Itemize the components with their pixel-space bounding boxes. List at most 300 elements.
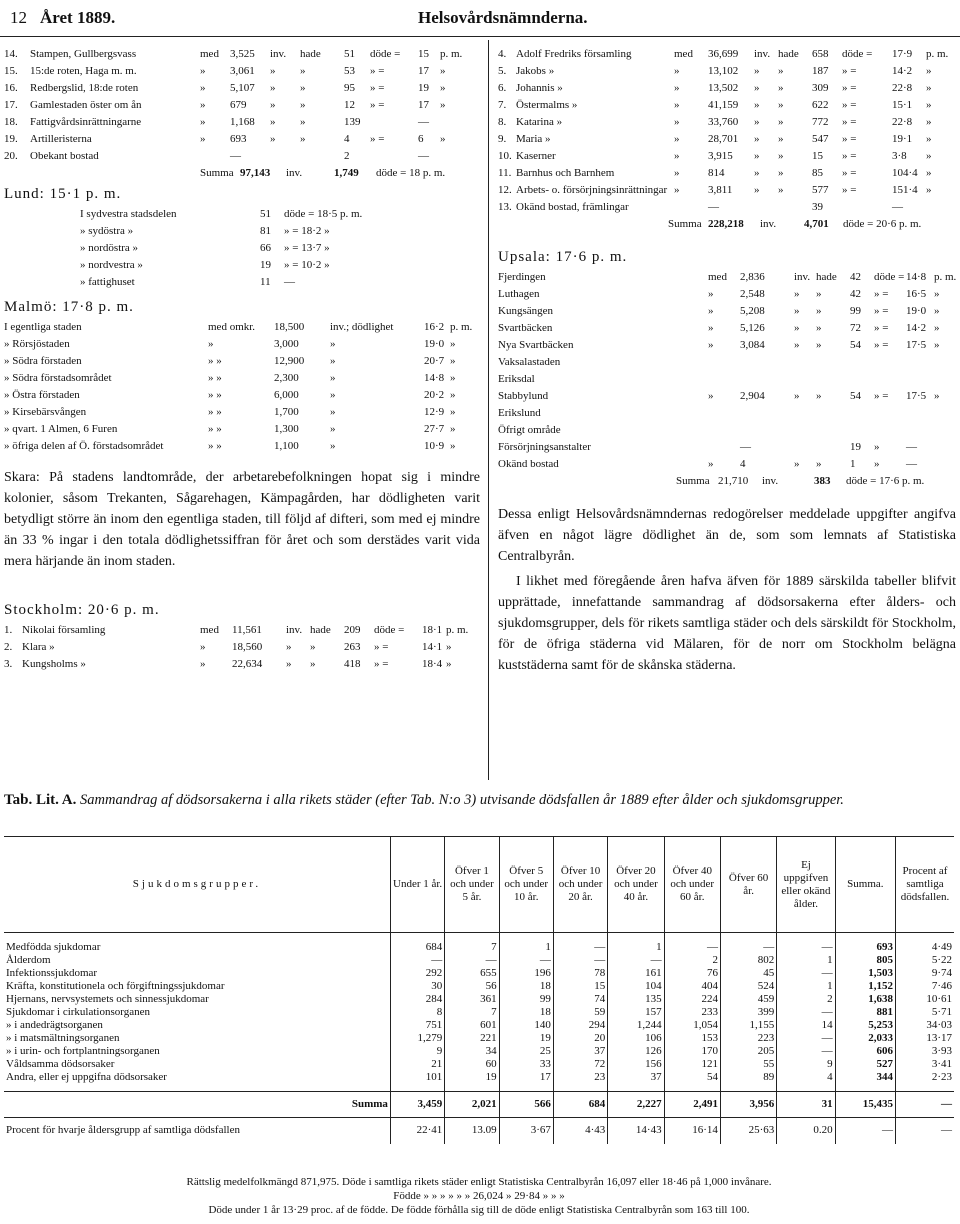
rate: 15·1: [892, 99, 913, 111]
cell: —: [777, 941, 835, 954]
cell: 4·43: [553, 1118, 607, 1144]
right-paragraph-1: [498, 504, 956, 567]
sum-rate: döde = 18 p. m.: [376, 167, 446, 179]
med-label: »: [200, 641, 206, 653]
population: 1,300: [274, 423, 299, 435]
pm-label: »: [440, 65, 446, 77]
goteborg-list: [4, 46, 480, 165]
med-label: med omkr.: [208, 321, 256, 333]
cell: —: [777, 967, 835, 980]
med-label: » »: [208, 423, 222, 435]
lund-list: [4, 206, 480, 291]
district-name: Stabbylund: [498, 390, 549, 402]
cell: —: [835, 1118, 895, 1144]
list-row: [498, 199, 956, 216]
population: 6,000: [274, 389, 299, 401]
district-name: Vaksalastaden: [498, 356, 561, 368]
district-name: » fattighuset: [80, 276, 135, 288]
med-label: »: [200, 658, 206, 670]
cell: 89: [720, 1071, 776, 1084]
cell: 1,503: [835, 967, 895, 980]
dode-label: » =: [842, 99, 857, 111]
rate: 18·1: [422, 624, 443, 636]
dode-label: » =: [842, 116, 857, 128]
section-title: Helsovårdsnämnderna.: [418, 8, 588, 27]
hade-label: hade: [310, 624, 331, 636]
rate: 19·0: [424, 338, 445, 350]
deaths: 187: [812, 65, 829, 77]
row-number: 4.: [498, 48, 507, 60]
cell: 404: [664, 980, 720, 993]
dode-label: » =: [842, 133, 857, 145]
deaths: 85: [812, 167, 823, 179]
population: 13,102: [708, 65, 739, 77]
list-row: [4, 206, 480, 223]
spacer-cell: [720, 1084, 776, 1092]
deaths: 622: [812, 99, 829, 111]
rate: 3·8: [892, 150, 907, 162]
cell: 1: [499, 941, 553, 954]
population: 4: [740, 458, 746, 470]
population: —: [740, 441, 751, 453]
skara-paragraph: [4, 467, 480, 572]
deaths: 15: [812, 150, 823, 162]
list-row: [498, 286, 956, 303]
cell: 233: [664, 1006, 720, 1019]
cell: 5·22: [896, 954, 954, 967]
hade-label: hade: [300, 48, 321, 60]
hade-label: »: [816, 339, 822, 351]
district-name: » sydöstra »: [80, 225, 134, 237]
med-label: » »: [208, 440, 222, 452]
rate: 14·8: [424, 372, 445, 384]
list-row: [4, 353, 480, 370]
med-label: » »: [208, 389, 222, 401]
cell: —: [553, 941, 607, 954]
cell: 361: [445, 993, 499, 1006]
inv-label: »: [270, 99, 276, 111]
cell: 524: [720, 980, 776, 993]
deaths: 577: [812, 184, 829, 196]
cell: 9: [777, 1058, 835, 1071]
inv-label: »: [794, 288, 800, 300]
rate: —: [892, 201, 903, 213]
cell: Procent för hvarje åldersgrupp af samtliga dödsfallen: [4, 1118, 390, 1144]
list-row: [498, 148, 956, 165]
cell: 399: [720, 1006, 776, 1019]
dode-label: »: [874, 458, 880, 470]
inv-label: »: [286, 658, 292, 670]
cell: 527: [835, 1058, 895, 1071]
cell: 37: [608, 1071, 664, 1084]
district-name: » Kirsebärsvången: [4, 406, 87, 418]
cell: 1,054: [664, 1019, 720, 1032]
hade-label: »: [778, 99, 784, 111]
cell: 34: [445, 1045, 499, 1058]
cell: Summa: [4, 1092, 390, 1118]
inv-label: »: [330, 372, 336, 384]
inv-label: inv.: [794, 271, 811, 283]
district-name: » Södra förstadsområdet: [4, 372, 112, 384]
table-label: Tab. Lit. A.: [4, 792, 77, 808]
cell: 566: [499, 1092, 553, 1118]
list-row: [4, 404, 480, 421]
hade-label: »: [310, 658, 316, 670]
population: 12,900: [274, 355, 305, 367]
pm-label: »: [450, 355, 456, 367]
dode-label: » =: [874, 322, 889, 334]
med-label: »: [200, 65, 206, 77]
district-name: Maria »: [516, 133, 551, 145]
table-row: [4, 1019, 954, 1032]
col-header-7: Öfver 60 år.: [720, 837, 776, 933]
cell: 1: [608, 941, 664, 954]
rate: 6: [418, 133, 424, 145]
dode-label: » =: [370, 82, 385, 94]
cell: 10·61: [896, 993, 954, 1006]
cell: —: [553, 954, 607, 967]
list-row: [498, 303, 956, 320]
list-row: [4, 656, 480, 673]
district-name: » nordöstra »: [80, 242, 139, 254]
district-name: Nya Svartbäcken: [498, 339, 574, 351]
list-row: [498, 422, 956, 439]
population: 3,915: [708, 150, 733, 162]
inv-label: »: [330, 389, 336, 401]
dode-label: » =: [874, 339, 889, 351]
list-row: [4, 370, 480, 387]
rate: » = 18·2 »: [284, 225, 330, 237]
cell: 121: [664, 1058, 720, 1071]
rate: 17: [418, 99, 429, 111]
list-row: [498, 80, 956, 97]
list-row: [498, 131, 956, 148]
pm-label: p. m.: [926, 48, 949, 60]
cell: 20: [553, 1032, 607, 1045]
population: 1,100: [274, 440, 299, 452]
col-header-5: Öfver 20 och under 40 år.: [608, 837, 664, 933]
cell: 170: [664, 1045, 720, 1058]
dode-label: »: [874, 441, 880, 453]
rate: 14·2: [892, 65, 913, 77]
sum-dead: 4,701: [804, 218, 829, 230]
cell: 751: [390, 1019, 444, 1032]
table-row: [4, 1006, 954, 1019]
district-name: Redbergslid, 18:de roten: [30, 82, 139, 94]
dode-label: döde =: [874, 271, 905, 283]
row-number: 18.: [4, 116, 18, 128]
rate: 17: [418, 65, 429, 77]
cell: Ålderdom: [6, 953, 51, 966]
list-row: [498, 371, 956, 388]
table-caption: Sammandrag af dödsorsakerna i alla rikets städer (efter Tab. N:o 3) utvisande dödsfallen år 1889 efter ålder och sjukdomsgrupper.: [80, 792, 844, 808]
skara-text: Skara: På stadens landtområde, der arbetarebefolkningen hopat sig i mindre kolonier, såsom Trekanten, Sågarehagen, Kämpagården, har dödligheten varit betydligt större än inom den egentliga staden, till följd af difteri, som med ej mindre än 33 % ingar i den totala dödlighetssiffran för året och som derstädes varit vida mera härjande än inom staden.: [4, 470, 480, 569]
pm-label: »: [440, 99, 446, 111]
population: 2,300: [274, 372, 299, 384]
district-name: » Södra förstaden: [4, 355, 82, 367]
population: 22,634: [232, 658, 263, 670]
rate: 22·8: [892, 82, 913, 94]
med-label: »: [674, 116, 680, 128]
list-row: [4, 274, 480, 291]
pm-label: »: [446, 658, 452, 670]
inv-label: »: [794, 305, 800, 317]
cell: Kräfta, konstitutionela och förgiftningssjukdomar: [6, 979, 225, 992]
causes-of-death-table: [4, 836, 954, 1144]
district-name: Kungsholms »: [22, 658, 86, 670]
med-label: »: [674, 150, 680, 162]
population: 3,084: [740, 339, 765, 351]
deaths: 51: [260, 208, 271, 220]
cell: —: [664, 941, 720, 954]
table-header-row: [4, 837, 954, 933]
cell: 157: [608, 1006, 664, 1019]
district-name: Kaserner: [516, 150, 556, 162]
population: 18,560: [232, 641, 263, 653]
sum-inv-unit: inv.: [762, 475, 779, 487]
cell: 45: [720, 967, 776, 980]
cell: 19: [499, 1032, 553, 1045]
med-label: »: [200, 116, 206, 128]
inv-label: »: [330, 406, 336, 418]
population: 3,000: [274, 338, 299, 350]
population: 36,699: [708, 48, 739, 60]
hade-label: »: [816, 288, 822, 300]
cell: 101: [390, 1071, 444, 1084]
rate: döde = 18·5 p. m.: [284, 208, 363, 220]
cell: 655: [445, 967, 499, 980]
dode-label: » =: [842, 82, 857, 94]
med-label: »: [674, 99, 680, 111]
cell: 31: [777, 1092, 835, 1118]
cell: 18: [499, 1006, 553, 1019]
pm-label: »: [450, 440, 456, 452]
sum-inv: 97,143: [240, 167, 271, 179]
cell: 22·41: [390, 1118, 444, 1144]
list-row: [4, 387, 480, 404]
district-name: Artilleristerna: [30, 133, 92, 145]
inv-label: »: [794, 390, 800, 402]
sum-label: Summa: [676, 475, 710, 487]
district-name: I sydvestra stadsdelen: [80, 208, 177, 220]
cell: 13·17: [896, 1032, 954, 1045]
cell: » i urin- och fortplantningsorganen: [6, 1044, 160, 1057]
table-title: [4, 790, 954, 810]
pm-label: »: [934, 390, 940, 402]
cell: 2·23: [896, 1071, 954, 1084]
inv-label: inv.; dödlighet: [330, 321, 394, 333]
deaths: 19: [260, 259, 271, 271]
cell: 33: [499, 1058, 553, 1071]
row-number: 19.: [4, 133, 18, 145]
hade-label: »: [816, 322, 822, 334]
cell: 221: [445, 1032, 499, 1045]
district-name: Gamlestaden öster om ån: [30, 99, 142, 111]
list-row: [4, 63, 480, 80]
cell: 59: [553, 1006, 607, 1019]
cell: 1: [777, 954, 835, 967]
district-name: Svartbäcken: [498, 322, 553, 334]
rate: 15: [418, 48, 429, 60]
hade-label: »: [778, 82, 784, 94]
footnote-1: Rättslig medelfolkmängd 871,975. Döde i samtliga rikets städer enligt Statistiska Centralbyrån 16,097 eller 18·46 på 1,000 invånare.: [186, 1176, 772, 1188]
deaths: 418: [344, 658, 361, 670]
year-title: Året 1889.: [40, 8, 116, 27]
hade-label: »: [300, 65, 306, 77]
hade-label: »: [310, 641, 316, 653]
population: —: [708, 201, 719, 213]
med-label: » »: [208, 355, 222, 367]
cell: 140: [499, 1019, 553, 1032]
deaths: 51: [344, 48, 355, 60]
district-name: Försörjningsanstalter: [498, 441, 591, 453]
district-name: Luthagen: [498, 288, 540, 300]
cell: 72: [553, 1058, 607, 1071]
cell: 2,227: [608, 1092, 664, 1118]
med-label: »: [708, 458, 714, 470]
hade-label: hade: [816, 271, 837, 283]
pm-label: »: [926, 99, 932, 111]
med-label: »: [200, 82, 206, 94]
list-row: [498, 46, 956, 63]
stockholm-heading: Stockholm: 20·6 p. m.: [4, 602, 160, 618]
rate: 19·0: [906, 305, 927, 317]
table-row: [4, 941, 954, 954]
dode-label: döde =: [842, 48, 873, 60]
district-name: Klara »: [22, 641, 55, 653]
dode-label: » =: [374, 641, 389, 653]
page-header: [10, 8, 950, 30]
dode-label: döde =: [370, 48, 401, 60]
population: 3,811: [708, 184, 733, 196]
cell: 2: [664, 954, 720, 967]
sum-inv: 228,218: [708, 218, 744, 230]
list-row: [4, 46, 480, 63]
right-sum-row: [498, 216, 956, 233]
spacer-cell: [390, 1084, 444, 1092]
dode-label: » =: [874, 390, 889, 402]
cell: 14·43: [608, 1118, 664, 1144]
med-label: med: [674, 48, 693, 60]
cell: 693: [835, 941, 895, 954]
list-row: [4, 438, 480, 455]
district-name: Östermalms »: [516, 99, 578, 111]
pm-label: »: [926, 82, 932, 94]
list-row: [4, 240, 480, 257]
cell: 135: [608, 993, 664, 1006]
pm-label: »: [446, 641, 452, 653]
inv-label: »: [754, 150, 760, 162]
inv-label: »: [270, 65, 276, 77]
cell: Andra, eller ej uppgifna dödsorsaker: [6, 1070, 167, 1083]
rate: 14·2: [906, 322, 927, 334]
row-number: 6.: [498, 82, 507, 94]
cell: —: [896, 1118, 954, 1144]
stockholm-parishes-list: [498, 46, 956, 216]
med-label: »: [674, 133, 680, 145]
list-row: [4, 421, 480, 438]
hade-label: »: [778, 116, 784, 128]
cell: 54: [664, 1071, 720, 1084]
sum-dead: 383: [814, 475, 831, 487]
spacer-cell: [445, 1084, 499, 1092]
list-row: [4, 639, 480, 656]
inv-label: »: [754, 167, 760, 179]
cell: 601: [445, 1019, 499, 1032]
list-row: [4, 131, 480, 148]
col-header-6: Öfver 40 och under 60 år.: [664, 837, 720, 933]
cell: 106: [608, 1032, 664, 1045]
list-row: [498, 114, 956, 131]
pm-label: »: [934, 322, 940, 334]
inv-label: »: [330, 423, 336, 435]
district-name: » qvart. 1 Almen, 6 Furen: [4, 423, 118, 435]
hade-label: »: [300, 82, 306, 94]
hade-label: »: [778, 184, 784, 196]
cell: 684: [390, 941, 444, 954]
district-name: Obekant bostad: [30, 150, 99, 162]
district-name: Okänd bostad, främlingar: [516, 201, 629, 213]
district-name: Öfrigt område: [498, 424, 561, 436]
cell: 3·93: [896, 1045, 954, 1058]
rate: 22·8: [892, 116, 913, 128]
district-name: Arbets- o. försörjningsinrättningar: [516, 184, 668, 196]
spacer-cell: [835, 1084, 895, 1092]
pm-label: »: [934, 305, 940, 317]
sum-inv: 21,710: [718, 475, 749, 487]
district-name: Nikolai församling: [22, 624, 106, 636]
cell: 7·46: [896, 980, 954, 993]
pm-label: »: [440, 133, 446, 145]
pm-label: p. m.: [934, 271, 957, 283]
list-row: [498, 456, 956, 473]
rate: 16·2: [424, 321, 445, 333]
inv-label: »: [754, 184, 760, 196]
population: 3,061: [230, 65, 255, 77]
deaths: 19: [850, 441, 861, 453]
spacer-cell: [390, 933, 444, 941]
cell: 55: [720, 1058, 776, 1071]
table-row: [4, 993, 954, 1006]
cell: —: [777, 1032, 835, 1045]
cell: 3,459: [390, 1092, 444, 1118]
deaths: 4: [344, 133, 350, 145]
cell: 4: [777, 1071, 835, 1084]
cell: 2: [777, 993, 835, 1006]
left-column: [4, 46, 480, 673]
hade-label: »: [778, 150, 784, 162]
inv-label: »: [330, 338, 336, 350]
cell: Infektionssjukdomar: [6, 966, 98, 979]
cell: 30: [390, 980, 444, 993]
deaths: 139: [344, 116, 361, 128]
hade-label: »: [816, 305, 822, 317]
col-header-3: Öfver 5 och under 10 år.: [499, 837, 553, 933]
inv-label: »: [330, 440, 336, 452]
footnote-3: Döde under 1 år 13·29 proc. af de födde. De födde förhålla sig till de döde enligt Statistiska Centralbyrån som 163 till 100.: [208, 1204, 750, 1216]
rate: 19·1: [892, 133, 913, 145]
spacer-cell: [4, 1084, 390, 1092]
cell: » i andedrägtsorganen: [6, 1018, 103, 1031]
cell: 292: [390, 967, 444, 980]
med-label: » »: [208, 406, 222, 418]
deaths: 547: [812, 133, 829, 145]
rate: » = 10·2 »: [284, 259, 330, 271]
dode-label: » =: [874, 305, 889, 317]
deaths: 99: [850, 305, 861, 317]
population: 3,525: [230, 48, 255, 60]
list-row: [4, 223, 480, 240]
